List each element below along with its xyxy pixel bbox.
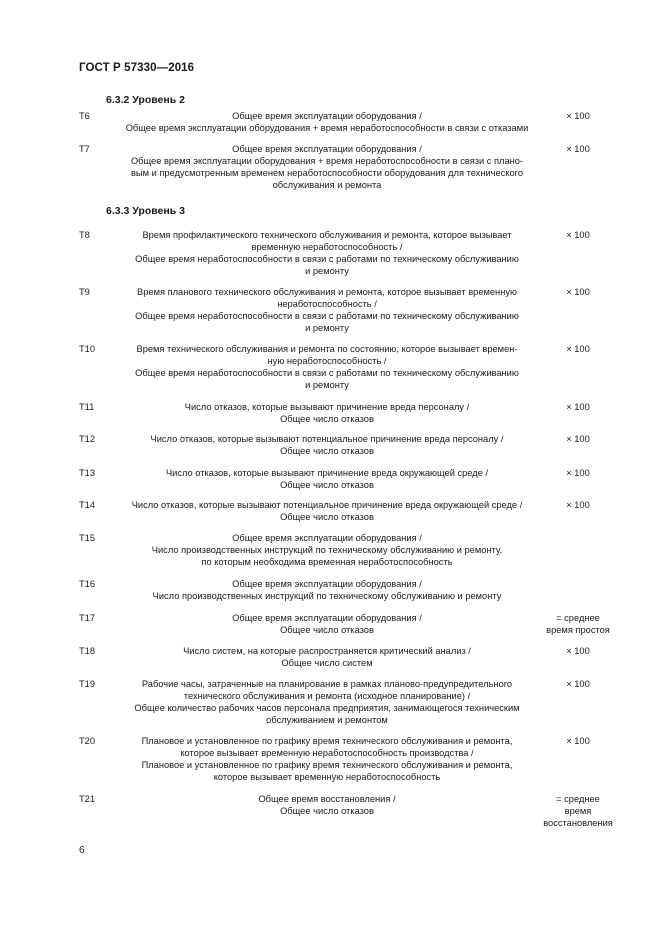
formula-code: T10 (79, 344, 96, 354)
formula-multiplier (540, 467, 616, 479)
multiplier-line: × 100 (566, 111, 590, 121)
formula-line: Плановое и установленное по графику время технического обслуживания и ремонта, (141, 760, 513, 770)
formula-code: T12 (79, 434, 96, 444)
formula-multiplier (540, 401, 616, 413)
multiplier-line: × 100 (566, 434, 590, 444)
formula-body (112, 793, 542, 817)
formula-multiplier (540, 286, 616, 298)
formula-code: T8 (79, 230, 90, 240)
formula-line: Число отказов, которые вызывают причинение вреда окружающей среде / (165, 468, 489, 478)
formula-line: Число отказов, которые вызывают потенциальное причинение вреда окружающей среде / (131, 500, 523, 510)
formula-code: T19 (79, 679, 96, 689)
formula-line: Общее время эксплуатации оборудования + время неработоспособности в связи с отказами (125, 123, 529, 133)
formula-line: Общее число отказов (280, 625, 374, 635)
formula-line: Рабочие часы, затраченные на планирование в рамках планово-предупредительного (141, 679, 513, 689)
formula-body (112, 612, 542, 636)
formula-multiplier (540, 678, 616, 690)
formula-code: T7 (79, 144, 90, 154)
multiplier-line: × 100 (566, 468, 590, 478)
formula-multiplier (540, 735, 616, 747)
formula-code: T6 (79, 111, 90, 121)
formula-body (112, 735, 542, 783)
formula-line: Время планового технического обслуживания и ремонта, которое вызывает временную (137, 287, 517, 297)
section-heading-6-3-2: 6.3.2 Уровень 2 (106, 94, 185, 106)
formula-code: T15 (79, 533, 96, 543)
formula-multiplier (540, 229, 616, 241)
multiplier-line: × 100 (566, 230, 590, 240)
multiplier-line: × 100 (566, 287, 590, 297)
formula-line: Общее время эксплуатации оборудования / (232, 579, 422, 589)
formula-code: T11 (79, 402, 95, 412)
formula-line: Общее время эксплуатации оборудования / (232, 111, 422, 121)
formula-body (112, 578, 542, 602)
formula-line: Общее время неработоспособности в связи с работами по техническому обслуживанию (135, 368, 519, 378)
multiplier-line: восстановления (543, 818, 613, 828)
formula-body (112, 343, 542, 391)
formula-line: Число отказов, которые вызывают потенциальное причинение вреда персоналу / (150, 434, 504, 444)
formula-code: T21 (79, 794, 96, 804)
formula-line: Общее число систем (281, 658, 373, 668)
multiplier-line: × 100 (566, 344, 590, 354)
formula-body (112, 433, 542, 457)
multiplier-line: × 100 (566, 646, 590, 656)
formula-body (112, 143, 542, 191)
formula-multiplier (540, 645, 616, 657)
section-heading-6-3-3: 6.3.3 Уровень 3 (106, 205, 185, 217)
page-number: 6 (79, 845, 85, 856)
formula-body (112, 532, 542, 568)
formula-line: Число систем, на которые распространяется критический анализ / (183, 646, 471, 656)
formula-line: Число производственных инструкций по техническому обслуживанию и ремонту (152, 591, 502, 601)
formula-line: и ремонту (305, 380, 349, 390)
multiplier-line: × 100 (566, 402, 590, 412)
formula-line: Общее число отказов (280, 512, 374, 522)
formula-line: которое вызывает временную неработоспособность (213, 772, 441, 782)
formula-line: ную неработоспособность / (267, 356, 387, 366)
formula-line: неработоспособность / (277, 299, 377, 309)
formula-line: Общее время неработоспособности в связи с работами по техническому обслуживанию (135, 311, 519, 321)
formula-line: Время технического обслуживания и ремонта по состоянию, которое вызывает времен- (136, 344, 518, 354)
formula-code: T17 (79, 613, 96, 623)
formula-line: Общее время эксплуатации оборудования + время неработоспособности в связи с плано- (130, 156, 524, 166)
multiplier-line: = среднее (556, 613, 600, 623)
formula-line: обслуживанием и ремонтом (266, 715, 388, 725)
formula-body (112, 286, 542, 334)
formula-body (112, 229, 542, 277)
formula-line: по которым необходима временная неработоспособность (201, 557, 453, 567)
formula-line: и ремонту (305, 323, 349, 333)
formula-line: Плановое и установленное по графику время технического обслуживания и ремонта, (141, 736, 513, 746)
formula-body (112, 401, 542, 425)
formula-code: T9 (79, 287, 90, 297)
formula-multiplier (540, 433, 616, 445)
formula-line: Общее время эксплуатации оборудования / (232, 144, 422, 154)
formula-line: вым и предусмотренным временем неработоспособности оборудования для технического (130, 168, 524, 178)
formula-line: Общее время эксплуатации оборудования / (232, 533, 422, 543)
formula-body (112, 499, 542, 523)
formula-body (112, 110, 542, 134)
formula-line: Общее время восстановления / (258, 794, 396, 804)
formula-line: Общее число отказов (280, 480, 374, 490)
formula-line: Число отказов, которые вызывают причинение вреда персоналу / (184, 402, 470, 412)
formula-body (112, 645, 542, 669)
multiplier-line: время (564, 806, 592, 816)
formula-line: Время профилактического технического обслуживания и ремонта, которое вызывает (142, 230, 512, 240)
multiplier-line: × 100 (566, 736, 590, 746)
formula-line: временную неработоспособность / (251, 242, 403, 252)
formula-body (112, 467, 542, 491)
formula-code: T16 (79, 579, 96, 589)
formula-multiplier (540, 143, 616, 155)
formula-multiplier (540, 343, 616, 355)
formula-line: и ремонту (305, 266, 349, 276)
multiplier-line: время простоя (546, 625, 610, 635)
formula-line: Общее время эксплуатации оборудования / (232, 613, 422, 623)
multiplier-line: × 100 (566, 679, 590, 689)
multiplier-line: = среднее (556, 794, 600, 804)
formula-multiplier (540, 499, 616, 511)
formula-line: Число производственных инструкций по техническому обслуживанию и ремонту, (151, 545, 503, 555)
formula-multiplier (540, 793, 616, 829)
formula-line: Общее количество рабочих часов персонала предприятия, занимающегося техническим (134, 703, 520, 713)
formula-code: T14 (79, 500, 96, 510)
formula-line: Общее число отказов (280, 446, 374, 456)
formula-line: Общее время неработоспособности в связи с работами по техническому обслуживанию (135, 254, 519, 264)
formula-line: Общее число отказов (280, 414, 374, 424)
formula-code: T18 (79, 646, 96, 656)
multiplier-line: × 100 (566, 144, 590, 154)
formula-line: Общее число отказов (280, 806, 374, 816)
formula-multiplier (540, 612, 616, 636)
multiplier-line: × 100 (566, 500, 590, 510)
formula-line: обслуживания и ремонта (272, 180, 382, 190)
formula-code: T13 (79, 468, 96, 478)
formula-line: технического обслуживания и ремонта (исходное планирование) / (183, 691, 471, 701)
formula-code: T20 (79, 736, 96, 746)
formula-multiplier (540, 110, 616, 122)
document-header: ГОСТ Р 57330—2016 (79, 62, 195, 74)
formula-body (112, 678, 542, 726)
formula-line: которое вызывает временную неработоспособность производства / (180, 748, 474, 758)
